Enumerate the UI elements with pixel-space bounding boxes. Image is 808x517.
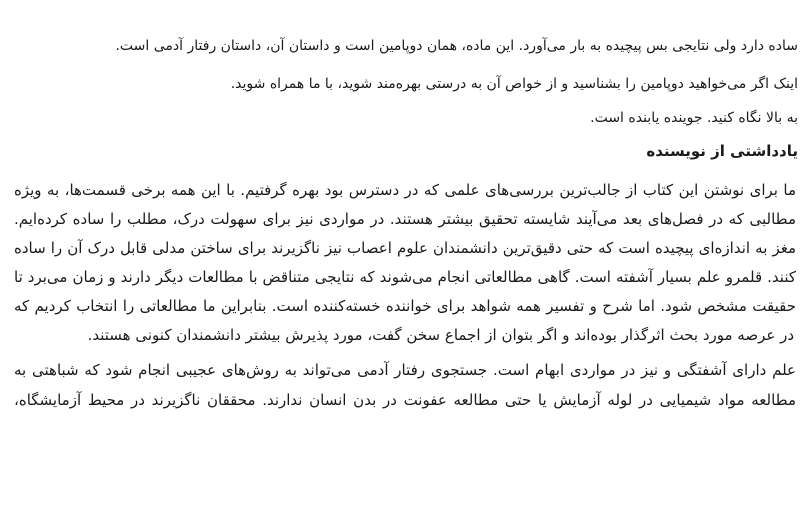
section-heading: یادداشتی از نویسنده (646, 142, 798, 160)
paragraph-1-line-6: در عرصه مورد بحث اثرگذار بوده‌اند و اگر بتوان از اجماع سخن گفت، مورد پذیرش بیشتر دانشمندان کنونی هستند. (87, 326, 794, 344)
paragraph-1-line-4: کنند. قلمرو علم بسیار آشفته است. گاهی مطالعاتی انجام می‌شوند که نتایجی متناقض با مطالعات دیگر دارند و زمان می‌برد تا (14, 268, 796, 286)
intro-line-2: اینک اگر می‌خواهید دوپامین را بشناسید و از خواص آن به درستی بهره‌مند شوید، با ما همراه شوید. (230, 76, 798, 92)
paragraph-1-line-3: مغز به اندازه‌ای پیچیده است که حتی دقیق‌ترین دانشمندان علوم اعصاب نیز ناگزیرند برای ساختن مدلی قابل درک آن را ساده (14, 239, 796, 257)
paragraph-1-line-2: مطالبی که در فصل‌های بعد می‌آیند شایسته تحقیق بیشتر هستند. در مواردی نیز برای سهولت درک، مطلب را ساده کرده‌ایم. (14, 210, 796, 228)
intro-line-3: به بالا نگاه کنید. جوینده یابنده است. (590, 110, 798, 126)
paragraph-1-line-1: ما برای نوشتن این کتاب از جالب‌ترین بررسی‌های علمی که در دسترس بود بهره گرفتیم. با این همه برخی قسمت‌ها، به ویژه (14, 181, 796, 199)
paragraph-1-line-5: حقیقت مشخص شود. اما شرح و تفسیر همه شواهد برای خواننده خسته‌کننده است. بنابراین ما مطالعاتی را انتخاب کردیم که (14, 297, 796, 315)
paragraph-2-line-1: علم دارای آشفتگی و نیز در مواردی ابهام است. جستجوی رفتار آدمی می‌تواند به روش‌های عجیبی انجام شود که شباهتی به (14, 361, 796, 379)
paragraph-2-line-2: مطالعه مواد شیمیایی در لوله آزمایش یا حتی مطالعه عفونت در بدن انسان ندارند. محققان ناگزیرند در محیط آزمایشگاه، (14, 391, 796, 409)
intro-line-1: ساده دارد ولی نتایجی بس پیچیده به بار می‌آورد. این ماده، همان دوپامین است و داستان آن، داستان رفتار آدمی است. (115, 38, 798, 54)
